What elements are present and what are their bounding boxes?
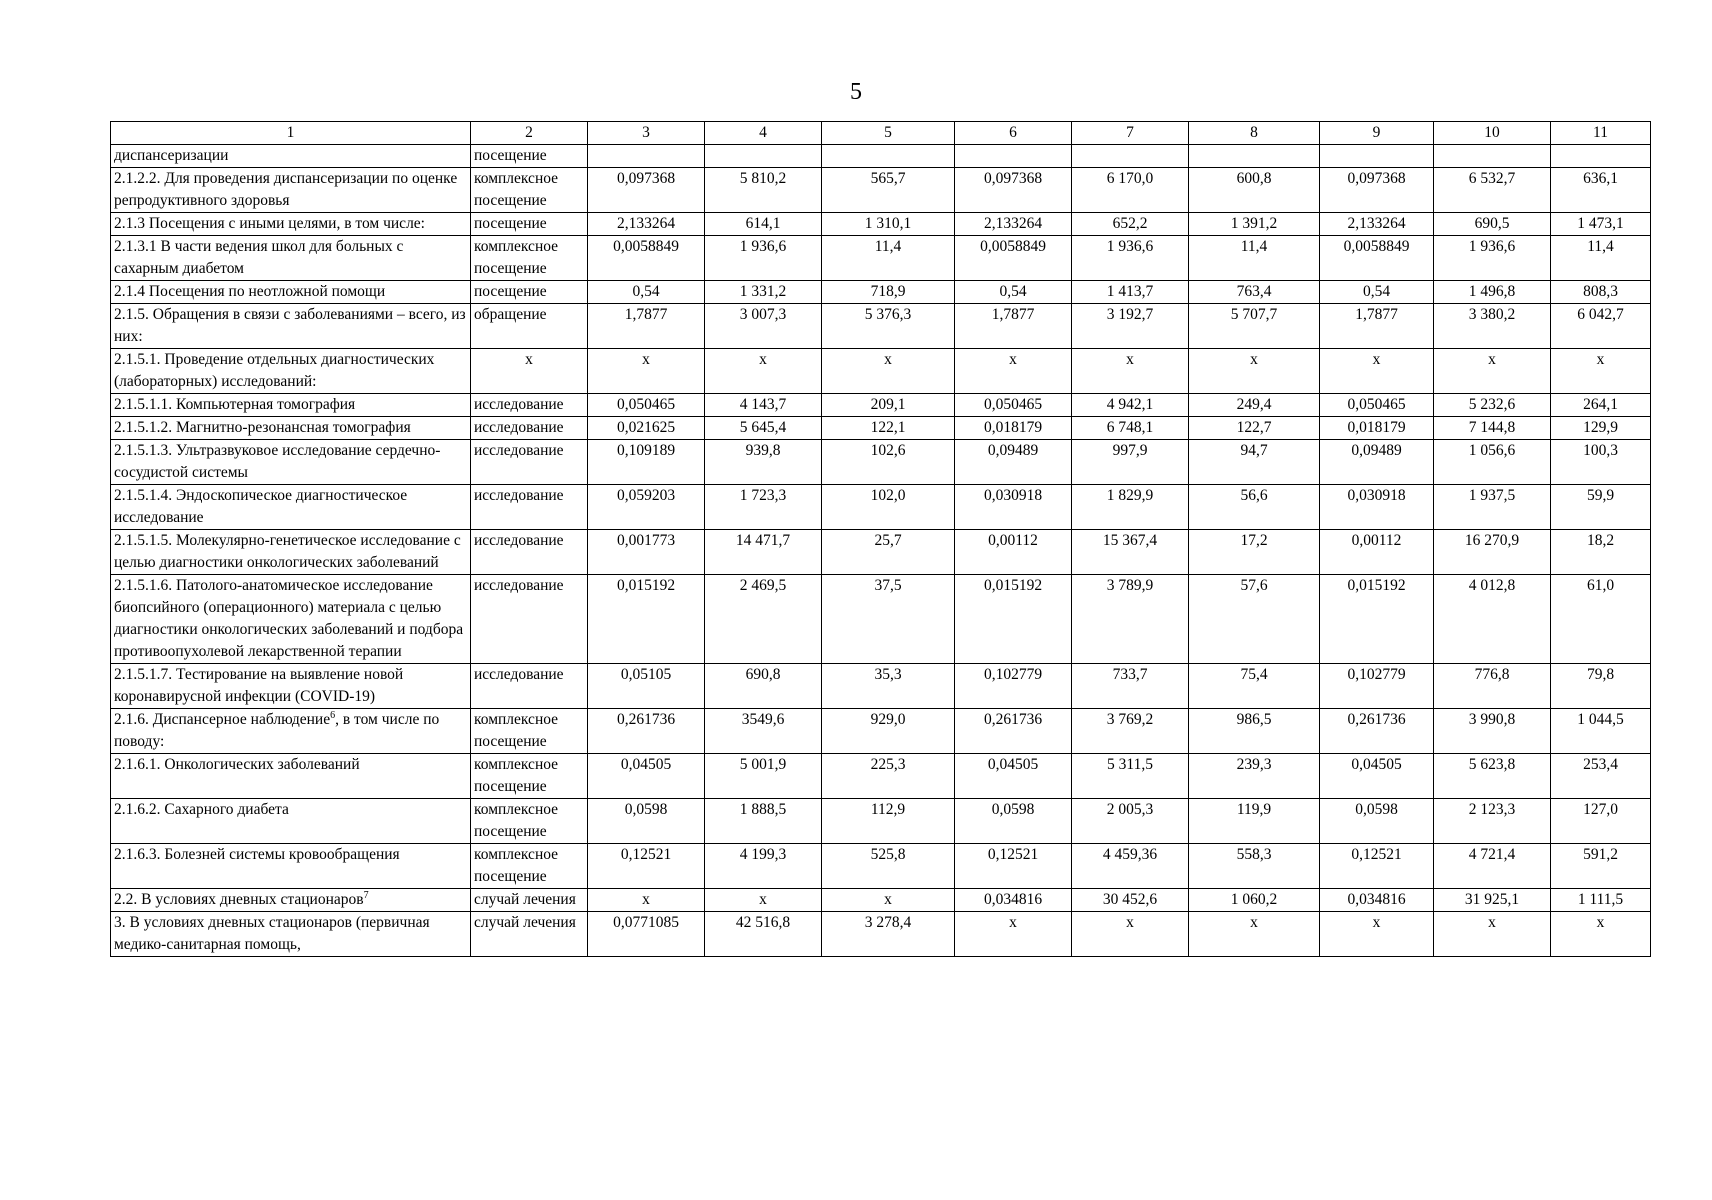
row-value-col-9: 2,133264 — [1320, 213, 1434, 236]
row-value-col-9: 0,09489 — [1320, 440, 1434, 485]
table-row — [111, 236, 1651, 281]
row-value-col-5: 25,7 — [822, 530, 955, 575]
row-value-col-10: 4 012,8 — [1434, 575, 1551, 664]
row-value-col-11: 127,0 — [1551, 799, 1651, 844]
row-value-col-8: 119,9 — [1189, 799, 1320, 844]
row-value-col-7: 652,2 — [1072, 213, 1189, 236]
row-value-col-3: 0,261736 — [588, 709, 705, 754]
row-value-col-4: 5 001,9 — [705, 754, 822, 799]
row-value-col-7 — [1072, 145, 1189, 168]
row-name: 2.1.6.3. Болезней системы кровообращения — [114, 846, 400, 863]
row-value-col-10: 5 232,6 — [1434, 394, 1551, 417]
row-value-col-8: x — [1189, 349, 1320, 394]
row-value-col-7: 997,9 — [1072, 440, 1189, 485]
row-value-col-11: 1 044,5 — [1551, 709, 1651, 754]
row-name: 2.1.3.1 В части ведения школ для больных с сахарным диабетом — [114, 238, 404, 277]
row-value-col-6 — [955, 145, 1072, 168]
row-value-col-3: 0,059203 — [588, 485, 705, 530]
row-name-cell — [111, 417, 471, 440]
row-value-col-8: x — [1189, 912, 1320, 957]
row-value-col-11: 808,3 — [1551, 281, 1651, 304]
row-unit: комплексное посещение — [471, 844, 588, 889]
row-value-col-5: 102,6 — [822, 440, 955, 485]
row-value-col-6: 1,7877 — [955, 304, 1072, 349]
row-unit: исследование — [471, 440, 588, 485]
row-value-col-6: 0,102779 — [955, 664, 1072, 709]
table-row — [111, 709, 1651, 754]
row-value-col-3 — [588, 145, 705, 168]
row-value-col-10: 5 623,8 — [1434, 754, 1551, 799]
table-row — [111, 281, 1651, 304]
row-value-col-5: 3 278,4 — [822, 912, 955, 957]
row-value-col-8: 239,3 — [1189, 754, 1320, 799]
row-name-cell — [111, 844, 471, 889]
row-value-col-6: 0,261736 — [955, 709, 1072, 754]
row-value-col-9: 0,102779 — [1320, 664, 1434, 709]
row-unit: посещение — [471, 145, 588, 168]
row-name: 2.1.5.1. Проведение отдельных диагностических (лабораторных) исследований: — [114, 351, 435, 390]
row-name-cell — [111, 709, 471, 754]
row-value-col-10: 6 532,7 — [1434, 168, 1551, 213]
row-value-col-10: 1 496,8 — [1434, 281, 1551, 304]
row-name: 2.1.5.1.5. Молекулярно-генетическое исследование с целью диагностики онкологических заболеваний — [114, 532, 461, 571]
row-value-col-9: x — [1320, 912, 1434, 957]
row-value-col-3: 0,109189 — [588, 440, 705, 485]
row-value-col-10: x — [1434, 349, 1551, 394]
row-unit: комплексное посещение — [471, 799, 588, 844]
column-header-6: 6 — [955, 122, 1072, 145]
row-value-col-10: 3 990,8 — [1434, 709, 1551, 754]
row-value-col-7: 1 936,6 — [1072, 236, 1189, 281]
row-value-col-6: x — [955, 912, 1072, 957]
row-value-col-10: 16 270,9 — [1434, 530, 1551, 575]
row-value-col-6: 0,04505 — [955, 754, 1072, 799]
row-value-col-5: 718,9 — [822, 281, 955, 304]
row-unit: исследование — [471, 394, 588, 417]
row-value-col-11: 129,9 — [1551, 417, 1651, 440]
row-value-col-9: 0,12521 — [1320, 844, 1434, 889]
row-value-col-11: 18,2 — [1551, 530, 1651, 575]
data-table — [110, 121, 1651, 957]
row-value-col-10: x — [1434, 912, 1551, 957]
row-name: 2.1.5.1.6. Патолого-анатомическое исследование биопсийного (операционного) материала с целью диагностики онкологических заболеваний и подбора противоопухолевой лекарственной терапии — [114, 577, 464, 660]
row-value-col-10: 2 123,3 — [1434, 799, 1551, 844]
row-value-col-7: 2 005,3 — [1072, 799, 1189, 844]
row-value-col-4: 5 645,4 — [705, 417, 822, 440]
row-value-col-9: 0,0058849 — [1320, 236, 1434, 281]
row-value-col-8: 1 060,2 — [1189, 889, 1320, 912]
row-value-col-9: 0,097368 — [1320, 168, 1434, 213]
table-row — [111, 417, 1651, 440]
row-name-cell — [111, 394, 471, 417]
row-value-col-11: 1 473,1 — [1551, 213, 1651, 236]
table-row — [111, 754, 1651, 799]
row-value-col-7: x — [1072, 912, 1189, 957]
row-value-col-10 — [1434, 145, 1551, 168]
column-header-1: 1 — [111, 122, 471, 145]
row-value-col-9 — [1320, 145, 1434, 168]
row-value-col-4: 4 199,3 — [705, 844, 822, 889]
row-value-col-6: 0,097368 — [955, 168, 1072, 213]
row-value-col-9: 0,04505 — [1320, 754, 1434, 799]
row-value-col-9: 0,54 — [1320, 281, 1434, 304]
table-row — [111, 440, 1651, 485]
row-value-col-6: 2,133264 — [955, 213, 1072, 236]
row-value-col-4: 690,8 — [705, 664, 822, 709]
row-name-continuation: , в том числе по поводу: — [114, 711, 440, 750]
row-value-col-8: 11,4 — [1189, 236, 1320, 281]
row-value-col-6: 0,030918 — [955, 485, 1072, 530]
row-value-col-7: 30 452,6 — [1072, 889, 1189, 912]
row-value-col-8: 558,3 — [1189, 844, 1320, 889]
row-value-col-4: 1 331,2 — [705, 281, 822, 304]
row-value-col-11: 59,9 — [1551, 485, 1651, 530]
row-name-cell — [111, 236, 471, 281]
page-number: 5 — [850, 79, 862, 105]
row-unit: комплексное посещение — [471, 168, 588, 213]
row-value-col-6: 0,0598 — [955, 799, 1072, 844]
row-value-col-11 — [1551, 145, 1651, 168]
row-value-col-7: 733,7 — [1072, 664, 1189, 709]
row-value-col-6: x — [955, 349, 1072, 394]
row-name-cell — [111, 485, 471, 530]
row-value-col-11: 61,0 — [1551, 575, 1651, 664]
row-name: 2.2. В условиях дневных стационаров — [114, 891, 364, 908]
row-value-col-9: x — [1320, 349, 1434, 394]
column-header-11: 11 — [1551, 122, 1651, 145]
row-value-col-3: 1,7877 — [588, 304, 705, 349]
row-value-col-5: x — [822, 889, 955, 912]
row-value-col-3: x — [588, 349, 705, 394]
column-header-3: 3 — [588, 122, 705, 145]
row-value-col-5: 525,8 — [822, 844, 955, 889]
row-value-col-3: 2,133264 — [588, 213, 705, 236]
column-header-10: 10 — [1434, 122, 1551, 145]
row-value-col-9: 0,030918 — [1320, 485, 1434, 530]
row-value-col-5: 102,0 — [822, 485, 955, 530]
row-value-col-3: 0,0598 — [588, 799, 705, 844]
row-value-col-8: 94,7 — [1189, 440, 1320, 485]
row-value-col-10: 7 144,8 — [1434, 417, 1551, 440]
row-value-col-11: 6 042,7 — [1551, 304, 1651, 349]
row-value-col-8: 986,5 — [1189, 709, 1320, 754]
table-body — [111, 145, 1651, 957]
row-value-col-10: 4 721,4 — [1434, 844, 1551, 889]
row-value-col-5: 929,0 — [822, 709, 955, 754]
row-name: диспансеризации — [114, 147, 229, 164]
row-value-col-3: x — [588, 889, 705, 912]
footnote-marker: 6 — [330, 709, 336, 721]
row-value-col-9: 0,0598 — [1320, 799, 1434, 844]
row-value-col-11: 253,4 — [1551, 754, 1651, 799]
row-value-col-9: 0,018179 — [1320, 417, 1434, 440]
row-name-cell — [111, 575, 471, 664]
row-name-cell — [111, 799, 471, 844]
row-value-col-9: 0,015192 — [1320, 575, 1434, 664]
table-row — [111, 485, 1651, 530]
row-value-col-11: 79,8 — [1551, 664, 1651, 709]
row-unit: случай лечения — [471, 889, 588, 912]
row-value-col-10: 1 936,6 — [1434, 236, 1551, 281]
row-value-col-9: 1,7877 — [1320, 304, 1434, 349]
row-value-col-3: 0,097368 — [588, 168, 705, 213]
row-value-col-11: 636,1 — [1551, 168, 1651, 213]
column-header-2: 2 — [471, 122, 588, 145]
row-value-col-3: 0,04505 — [588, 754, 705, 799]
row-value-col-8: 75,4 — [1189, 664, 1320, 709]
table-row — [111, 349, 1651, 394]
row-value-col-7: 3 789,9 — [1072, 575, 1189, 664]
row-value-col-10: 1 056,6 — [1434, 440, 1551, 485]
row-value-col-8 — [1189, 145, 1320, 168]
row-value-col-4: 5 810,2 — [705, 168, 822, 213]
row-value-col-4: x — [705, 349, 822, 394]
row-name-cell — [111, 213, 471, 236]
row-name-cell — [111, 145, 471, 168]
row-value-col-4: 1 936,6 — [705, 236, 822, 281]
row-unit: случай лечения — [471, 912, 588, 957]
row-name: 2.1.5.1.3. Ультразвуковое исследование сердечно-сосудистой системы — [114, 442, 441, 481]
row-name: 2.1.5. Обращения в связи с заболеваниями – всего, из них: — [114, 306, 466, 345]
row-value-col-4: 3549,6 — [705, 709, 822, 754]
row-value-col-8: 122,7 — [1189, 417, 1320, 440]
row-value-col-3: 0,12521 — [588, 844, 705, 889]
row-value-col-11: 1 111,5 — [1551, 889, 1651, 912]
row-value-col-7: 6 170,0 — [1072, 168, 1189, 213]
row-value-col-7: 3 192,7 — [1072, 304, 1189, 349]
row-value-col-10: 1 937,5 — [1434, 485, 1551, 530]
row-value-col-8: 249,4 — [1189, 394, 1320, 417]
row-value-col-5: 565,7 — [822, 168, 955, 213]
row-name: 2.1.6.1. Онкологических заболеваний — [114, 756, 360, 773]
table-row — [111, 844, 1651, 889]
row-unit: комплексное посещение — [471, 754, 588, 799]
row-value-col-7: 3 769,2 — [1072, 709, 1189, 754]
row-name: 2.1.6.2. Сахарного диабета — [114, 801, 289, 818]
row-value-col-3: 0,015192 — [588, 575, 705, 664]
row-value-col-7: 4 942,1 — [1072, 394, 1189, 417]
row-unit: исследование — [471, 417, 588, 440]
row-value-col-6: 0,09489 — [955, 440, 1072, 485]
row-value-col-3: 0,021625 — [588, 417, 705, 440]
row-value-col-4: 42 516,8 — [705, 912, 822, 957]
row-value-col-11: x — [1551, 912, 1651, 957]
row-value-col-10: 31 925,1 — [1434, 889, 1551, 912]
row-value-col-3: 0,0771085 — [588, 912, 705, 957]
row-name: 2.1.4 Посещения по неотложной помощи — [114, 283, 386, 300]
row-value-col-5: x — [822, 349, 955, 394]
row-value-col-10: 690,5 — [1434, 213, 1551, 236]
row-unit: исследование — [471, 530, 588, 575]
row-unit: посещение — [471, 281, 588, 304]
row-unit: комплексное посещение — [471, 709, 588, 754]
row-value-col-4 — [705, 145, 822, 168]
row-value-col-5: 209,1 — [822, 394, 955, 417]
row-name-cell — [111, 168, 471, 213]
row-value-col-11: 100,3 — [1551, 440, 1651, 485]
row-value-col-8: 5 707,7 — [1189, 304, 1320, 349]
header-row — [111, 122, 1651, 145]
row-value-col-10: 776,8 — [1434, 664, 1551, 709]
table-row — [111, 145, 1651, 168]
row-value-col-5: 1 310,1 — [822, 213, 955, 236]
row-value-col-3: 0,050465 — [588, 394, 705, 417]
row-value-col-3: 0,05105 — [588, 664, 705, 709]
footnote-marker: 7 — [363, 889, 369, 901]
row-name-cell — [111, 664, 471, 709]
row-value-col-11: 264,1 — [1551, 394, 1651, 417]
row-value-col-7: 6 748,1 — [1072, 417, 1189, 440]
table-row — [111, 530, 1651, 575]
row-unit: обращение — [471, 304, 588, 349]
row-name-cell — [111, 440, 471, 485]
table-row — [111, 575, 1651, 664]
row-value-col-8: 56,6 — [1189, 485, 1320, 530]
row-value-col-9: 0,034816 — [1320, 889, 1434, 912]
row-value-col-4: 4 143,7 — [705, 394, 822, 417]
row-value-col-4: x — [705, 889, 822, 912]
row-value-col-4: 939,8 — [705, 440, 822, 485]
row-unit: x — [471, 349, 588, 394]
table-row — [111, 168, 1651, 213]
column-header-9: 9 — [1320, 122, 1434, 145]
column-header-7: 7 — [1072, 122, 1189, 145]
row-name-cell — [111, 912, 471, 957]
row-value-col-6: 0,015192 — [955, 575, 1072, 664]
row-value-col-7: 4 459,36 — [1072, 844, 1189, 889]
row-unit: исследование — [471, 485, 588, 530]
row-value-col-11: x — [1551, 349, 1651, 394]
row-name: 2.1.2.2. Для проведения диспансеризации по оценке репродуктивного здоровья — [114, 170, 458, 209]
column-header-4: 4 — [705, 122, 822, 145]
row-value-col-7: 5 311,5 — [1072, 754, 1189, 799]
row-value-col-6: 0,050465 — [955, 394, 1072, 417]
row-unit: комплексное посещение — [471, 236, 588, 281]
row-unit: исследование — [471, 664, 588, 709]
row-name: 2.1.5.1.2. Магнитно-резонансная томография — [114, 419, 411, 436]
row-name: 2.1.5.1.4. Эндоскопическое диагностическое исследование — [114, 487, 408, 526]
row-value-col-7: 1 413,7 — [1072, 281, 1189, 304]
row-value-col-9: 0,050465 — [1320, 394, 1434, 417]
row-value-col-8: 57,6 — [1189, 575, 1320, 664]
row-name-cell — [111, 349, 471, 394]
row-value-col-4: 14 471,7 — [705, 530, 822, 575]
row-value-col-6: 0,00112 — [955, 530, 1072, 575]
row-value-col-5: 112,9 — [822, 799, 955, 844]
row-name-cell — [111, 754, 471, 799]
row-value-col-5: 5 376,3 — [822, 304, 955, 349]
row-value-col-8: 1 391,2 — [1189, 213, 1320, 236]
table-row — [111, 912, 1651, 957]
row-value-col-5: 11,4 — [822, 236, 955, 281]
row-value-col-4: 2 469,5 — [705, 575, 822, 664]
row-value-col-6: 0,034816 — [955, 889, 1072, 912]
row-name: 3. В условиях дневных стационаров (первичная медико-санитарная помощь, — [114, 914, 430, 953]
row-name: 2.1.6. Диспансерное наблюдение — [114, 711, 331, 728]
row-value-col-7: 1 829,9 — [1072, 485, 1189, 530]
row-value-col-3: 0,001773 — [588, 530, 705, 575]
row-unit: посещение — [471, 213, 588, 236]
row-value-col-6: 0,54 — [955, 281, 1072, 304]
row-value-col-6: 0,0058849 — [955, 236, 1072, 281]
row-value-col-5: 35,3 — [822, 664, 955, 709]
row-value-col-4: 1 888,5 — [705, 799, 822, 844]
row-name-cell — [111, 304, 471, 349]
row-value-col-4: 3 007,3 — [705, 304, 822, 349]
table-row — [111, 889, 1651, 912]
row-value-col-8: 600,8 — [1189, 168, 1320, 213]
row-value-col-4: 1 723,3 — [705, 485, 822, 530]
column-header-5: 5 — [822, 122, 955, 145]
row-name: 2.1.5.1.7. Тестирование на выявление новой коронавирусной инфекции (COVID-19) — [114, 666, 404, 705]
table-row — [111, 304, 1651, 349]
row-value-col-3: 0,0058849 — [588, 236, 705, 281]
row-name-cell — [111, 530, 471, 575]
table-row — [111, 799, 1651, 844]
table-row — [111, 213, 1651, 236]
row-value-col-3: 0,54 — [588, 281, 705, 304]
row-value-col-6: 0,018179 — [955, 417, 1072, 440]
row-value-col-5: 37,5 — [822, 575, 955, 664]
row-name: 2.1.3 Посещения с иными целями, в том числе: — [114, 215, 425, 232]
table-row — [111, 394, 1651, 417]
row-value-col-5: 122,1 — [822, 417, 955, 440]
row-value-col-7: x — [1072, 349, 1189, 394]
row-value-col-8: 763,4 — [1189, 281, 1320, 304]
column-header-8: 8 — [1189, 122, 1320, 145]
table-row — [111, 664, 1651, 709]
row-unit: исследование — [471, 575, 588, 664]
row-value-col-9: 0,261736 — [1320, 709, 1434, 754]
row-value-col-11: 591,2 — [1551, 844, 1651, 889]
row-name-cell — [111, 281, 471, 304]
row-value-col-5: 225,3 — [822, 754, 955, 799]
row-value-col-8: 17,2 — [1189, 530, 1320, 575]
row-value-col-7: 15 367,4 — [1072, 530, 1189, 575]
row-value-col-6: 0,12521 — [955, 844, 1072, 889]
row-value-col-5 — [822, 145, 955, 168]
row-value-col-11: 11,4 — [1551, 236, 1651, 281]
row-value-col-9: 0,00112 — [1320, 530, 1434, 575]
row-name: 2.1.5.1.1. Компьютерная томография — [114, 396, 356, 413]
row-name-cell — [111, 889, 471, 912]
row-value-col-10: 3 380,2 — [1434, 304, 1551, 349]
row-value-col-4: 614,1 — [705, 213, 822, 236]
